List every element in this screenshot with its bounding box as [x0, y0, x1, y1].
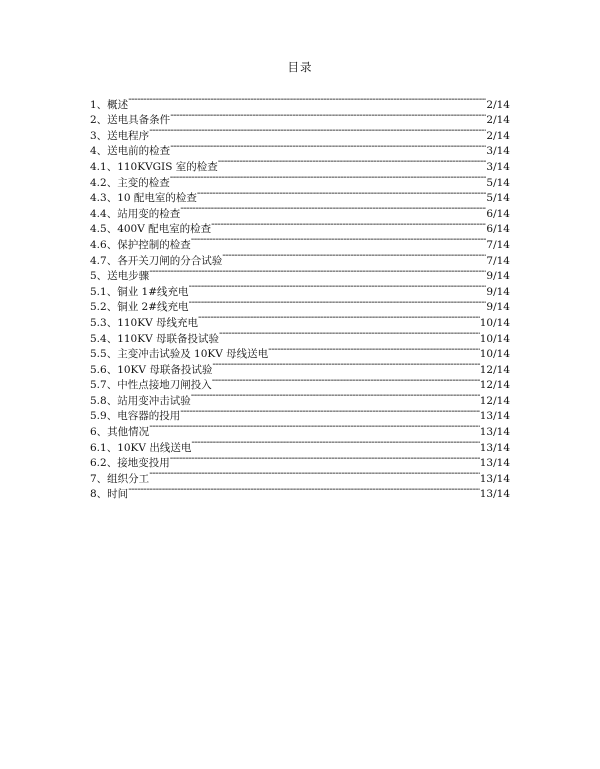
toc-entry-page-number: 13/14: [479, 441, 510, 454]
toc-entry-page-number: 6/14: [486, 207, 510, 220]
toc-entry-page-number: 9/14: [486, 285, 510, 298]
toc-entry-label: 5、送电步骤: [90, 270, 150, 283]
toc-leader-dashes: [222, 248, 486, 264]
toc-entry-page-number: 10/14: [479, 316, 510, 329]
toc-leader-dashes: [128, 482, 480, 498]
toc-leader-dashes: [191, 435, 479, 451]
table-of-contents: [90, 92, 510, 501]
toc-leader-dashes: [149, 264, 486, 280]
toc-entry-page-number: 12/14: [479, 363, 510, 376]
toc-entry-page-number: 12/14: [479, 394, 510, 407]
toc-leader-dashes: [198, 310, 480, 326]
toc-leader-dashes: [211, 217, 486, 233]
toc-entry-label: 5.7、中性点接地刀闸投入: [90, 379, 212, 392]
toc-leader-dashes: [149, 419, 480, 435]
toc-entry-page-number: 2/14: [486, 114, 510, 127]
toc-entry-label: 3、送电程序: [90, 129, 150, 142]
toc-entry-page-number: 10/14: [479, 348, 510, 361]
toc-leader-dashes: [218, 154, 487, 170]
toc-entry-page-number: 3/14: [486, 160, 510, 173]
toc-leader-dashes: [191, 388, 480, 404]
toc-entry-label: 6、其他情况: [90, 426, 150, 439]
toc-entry-label: 7、组织分工: [90, 472, 150, 485]
toc-entry-label: 5.6、10KV 母联备投试验: [90, 363, 213, 376]
toc-entry[interactable]: [90, 279, 510, 298]
toc-entry-label: 4.5、400V 配电室的检查: [90, 223, 212, 236]
toc-entry-page-number: 13/14: [479, 457, 510, 470]
toc-entry[interactable]: [90, 139, 510, 158]
toc-entry-label: 4、送电前的检查: [90, 145, 171, 158]
toc-leader-dashes: [180, 201, 486, 217]
toc-entry[interactable]: [90, 123, 510, 142]
toc-entry-label: 5.4、110KV 母联备投试验: [90, 332, 220, 345]
toc-entry-label: 6.2、接地变投用: [90, 457, 170, 470]
toc-entry-page-number: 6/14: [486, 223, 510, 236]
toc-entry-page-number: 3/14: [486, 145, 510, 158]
toc-entry[interactable]: [90, 264, 510, 283]
toc-entry[interactable]: [90, 482, 510, 501]
toc-entry-label: 6.1、10KV 出线送电: [90, 441, 192, 454]
toc-entry-label: 5.5、主变冲击试验及 10KV 母线送电: [90, 348, 269, 361]
toc-entry-label: 4.1、110KVGIS 室的检查: [90, 160, 218, 173]
toc-entry-label: 5.8、站用变冲击试验: [90, 394, 191, 407]
toc-entry-label: 4.6、保护控制的检查: [90, 238, 191, 251]
toc-entry-label: 5.2、铜业 2#线充电: [90, 301, 189, 314]
toc-leader-dashes: [197, 186, 487, 202]
toc-leader-dashes: [170, 108, 486, 124]
toc-leader-dashes: [191, 232, 487, 248]
toc-entry-page-number: 12/14: [479, 379, 510, 392]
toc-title: 目录: [287, 60, 313, 74]
toc-leader-dashes: [128, 92, 486, 108]
toc-entry-label: 5.3、110KV 母线充电: [90, 316, 199, 329]
toc-entry-label: 5.1、铜业 1#线充电: [90, 285, 189, 298]
toc-entry-label: 2、送电具备条件: [90, 114, 171, 127]
toc-entry[interactable]: [90, 92, 510, 111]
toc-leader-dashes: [170, 139, 486, 155]
toc-entry-page-number: 9/14: [486, 270, 510, 283]
toc-leader-dashes: [212, 357, 479, 373]
toc-entry[interactable]: [90, 419, 510, 439]
toc-entry-page-number: 9/14: [486, 301, 510, 314]
toc-entry-page-number: 2/14: [486, 98, 510, 111]
toc-leader-dashes: [170, 451, 480, 467]
toc-leader-dashes: [149, 123, 486, 139]
toc-entry-page-number: 2/14: [486, 129, 510, 142]
toc-entry[interactable]: [90, 466, 510, 485]
toc-entry-page-number: 7/14: [486, 254, 510, 267]
toc-entry-page-number: 5/14: [486, 192, 510, 205]
toc-entry-page-number: 5/14: [486, 176, 510, 189]
toc-leader-dashes: [180, 404, 480, 420]
toc-entry-label: 8、时间: [90, 488, 129, 501]
toc-entry-label: 4.3、10 配电室的检查: [90, 192, 197, 205]
toc-entry-label: 5.9、电容器的投用: [90, 410, 181, 423]
toc-entry-page-number: 13/14: [479, 410, 510, 423]
toc-leader-dashes: [149, 466, 480, 482]
toc-entry-label: 1、概述: [90, 98, 129, 111]
toc-entry[interactable]: [90, 108, 510, 127]
toc-entry-label: 4.4、站用变的检查: [90, 207, 181, 220]
toc-leader-dashes: [189, 295, 487, 311]
toc-entry-page-number: 10/14: [479, 332, 510, 345]
toc-entry[interactable]: [90, 435, 510, 454]
toc-entry-page-number: 13/14: [479, 488, 510, 501]
toc-leader-dashes: [268, 342, 480, 358]
toc-entry-page-number: 13/14: [479, 472, 510, 485]
toc-entry-label: 4.2、主变的检查: [90, 176, 170, 189]
toc-entry-page-number: 13/14: [479, 426, 510, 439]
toc-leader-dashes: [219, 326, 480, 342]
toc-leader-dashes: [189, 279, 487, 295]
toc-leader-dashes: [212, 373, 480, 389]
toc-entry-page-number: 7/14: [486, 238, 510, 251]
toc-leader-dashes: [170, 170, 487, 186]
toc-entry-label: 4.7、各开关刀闸的分合试验: [90, 254, 223, 267]
